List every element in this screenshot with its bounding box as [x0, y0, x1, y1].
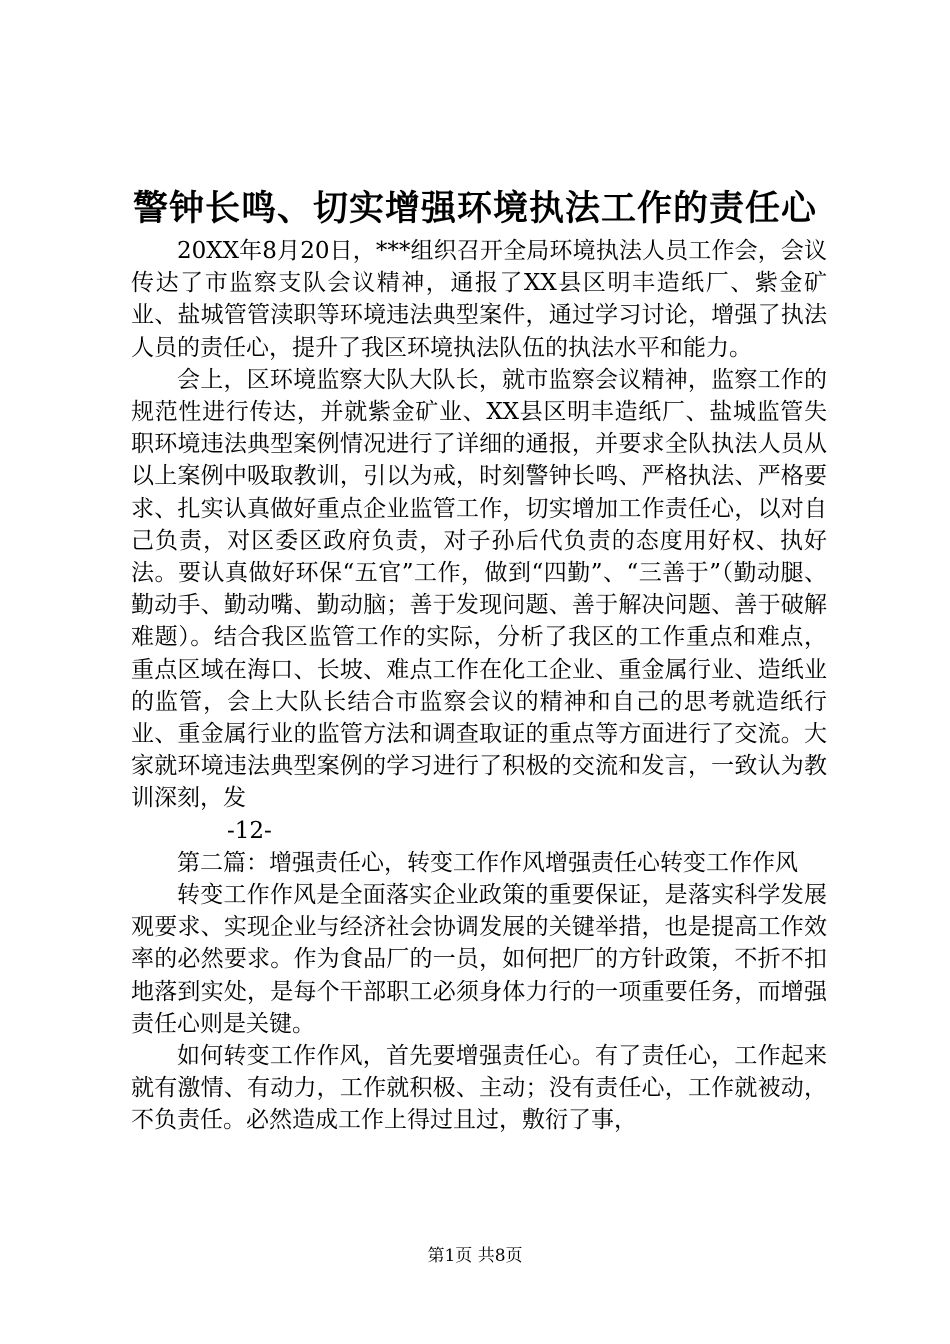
document-body	[131, 235, 827, 1137]
body-paragraph: 如何转变工作作风，首先要增强责任心。有了责任心，工作起来就有激情、有动力，工作就积极、主动；没有责任心，工作就被动，不负责任。必然造成工作上得过且过，敷衍了事，	[131, 1043, 827, 1134]
body-paragraph: 20XX年8月20日，***组织召开全局环境执法人员工作会，会议传达了市监察支队会议精神，通报了XX县区明丰造纸厂、紫金矿业、盐城管管渎职等环境违法典型案件，通过学习讨论，增强了执法人员的责任心，提升了我区环境执法队伍的执法水平和能力。	[131, 238, 827, 361]
document-title: 警钟长鸣、切实增强环境执法工作的责任心	[132, 189, 817, 229]
page-footer: 第1页 共8页	[427, 1246, 523, 1266]
inline-page-number: -12-	[227, 817, 272, 844]
body-paragraph: 转变工作作风是全面落实企业政策的重要保证，是落实科学发展观要求、实现企业与经济社会协调发展的关键举措，也是提高工作效率的必然要求。作为食品厂的一员，如何把厂的方针政策，不折不扣地落到实处，是每个干部职工必须身体力行的一项重要任务，而增强责任心则是关键。	[131, 882, 827, 1037]
body-paragraph: 会上，区环境监察大队大队长，就市监察会议精神，监察工作的规范性进行传达，并就紫金矿业、XX县区明丰造纸厂、盐城监管失职环境违法典型案例情况进行了详细的通报，并要求全队执法人员从以上案例中吸取教训，引以为戒，时刻警钟长鸣、严格执法、严格要求、扎实认真做好重点企业监管工作，切实增加工作责任心，以对自己负责，对区委区政府负责，对子孙后代负责的态度用好权、执好法。要认真做好环保“五官”工作，做到“四勤”、“三善于”（勤动腿、勤动手、勤动嘴、勤动脑；善于发现问题、善于解决问题、善于破解难题）。结合我区监管工作的实际，分析了我区的工作重点和难点，重点区域在海口、长坡、难点工作在化工企业、重金属行业、造纸业的监管，会上大队长结合市监察会议的精神和自己的思考就造纸行业、重金属行业的监管方法和调查取证的重点等方面进行了交流。大家就环境违法典型案例的学习进行了积极的交流和发言，一致认为教训深刻，发	[131, 366, 827, 812]
section-heading: 第二篇：增强责任心，转变工作作风增强责任心转变工作作风	[177, 849, 798, 876]
